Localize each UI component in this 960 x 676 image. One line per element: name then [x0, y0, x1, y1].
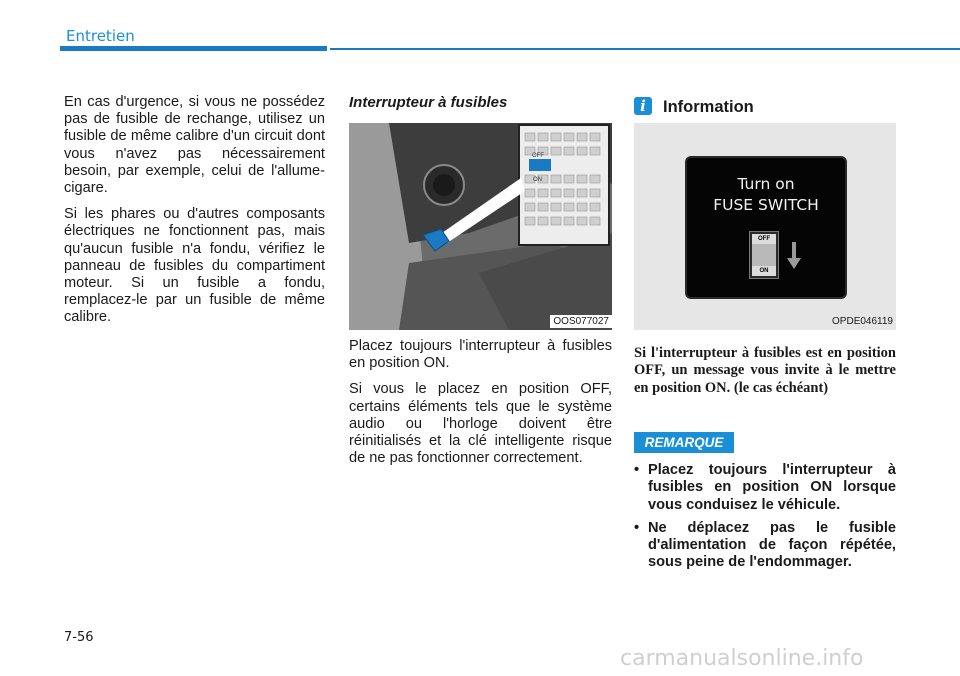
- remarque-item-2: • Ne déplacez pas le fusible d'alimentation de façon répétée, sous peine de l'endommager.: [634, 520, 896, 572]
- remarque-list: [634, 462, 896, 578]
- switch-off-label: OFF: [752, 234, 776, 244]
- switch-on-label: ON: [752, 266, 776, 276]
- cluster-display-figure: [634, 123, 896, 330]
- cluster-display: [685, 156, 847, 299]
- fuse-switch-icon: [749, 231, 779, 279]
- left-column: [64, 94, 325, 336]
- remarque-badge: REMARQUE: [634, 432, 734, 453]
- display-caption: OPDE046119: [829, 315, 896, 328]
- middle-column: [349, 338, 612, 476]
- fuse-box-photo: [349, 123, 612, 330]
- header-rule-thick: [60, 46, 327, 51]
- fuse-box-illustration: [349, 123, 612, 330]
- arrow-down-icon: [787, 242, 801, 270]
- fuse-switch-title: Interrupteur à fusibles: [349, 94, 508, 111]
- watermark: carmanualsonline.info: [620, 646, 864, 671]
- fuse-off-label: OFF: [532, 153, 544, 159]
- section-title: Entretien: [66, 27, 135, 45]
- info-title: Information: [663, 98, 754, 116]
- page-number: 7-56: [64, 630, 94, 645]
- info-text: Si l'interrupteur à fusibles est en position OFF, un message vous invite à le mettre en position ON. (le cas échéant): [634, 345, 896, 396]
- left-paragraph-1: En cas d'urgence, si vous ne possédez pas de fusible de rechange, utilisez un fusible de même calibre d'un circuit dont vous n'avez pas nécessairement besoin, par exemple, celui de l'allume-cigare.: [64, 94, 325, 197]
- fuse-on-label: ON: [533, 177, 542, 183]
- display-message-line-2: FUSE SWITCH: [713, 196, 819, 214]
- header-rule-thin: [330, 48, 960, 50]
- middle-paragraph-2: Si vous le placez en position OFF, certains éléments tels que le système audio ou l'horloge doivent être réinitialisés et la clé intelligente risque de ne pas fonctionner correctement.: [349, 381, 612, 467]
- display-message-line-1: Turn on: [737, 175, 795, 193]
- info-icon: i: [634, 97, 652, 115]
- remarque-item-1: • Placez toujours l'interrupteur à fusibles en position ON lorsque vous conduisez le véhicule.: [634, 462, 896, 514]
- photo-caption: OOS077027: [550, 315, 612, 328]
- left-paragraph-2: Si les phares ou d'autres composants électriques ne fonctionnent pas, mais qu'aucun fusible n'a fondu, vérifiez le panneau de fusibles du compartiment moteur. Si un fusible a fondu, remplacez-le par un fusible de même calibre.: [64, 206, 325, 326]
- middle-paragraph-1: Placez toujours l'interrupteur à fusibles en position ON.: [349, 338, 612, 372]
